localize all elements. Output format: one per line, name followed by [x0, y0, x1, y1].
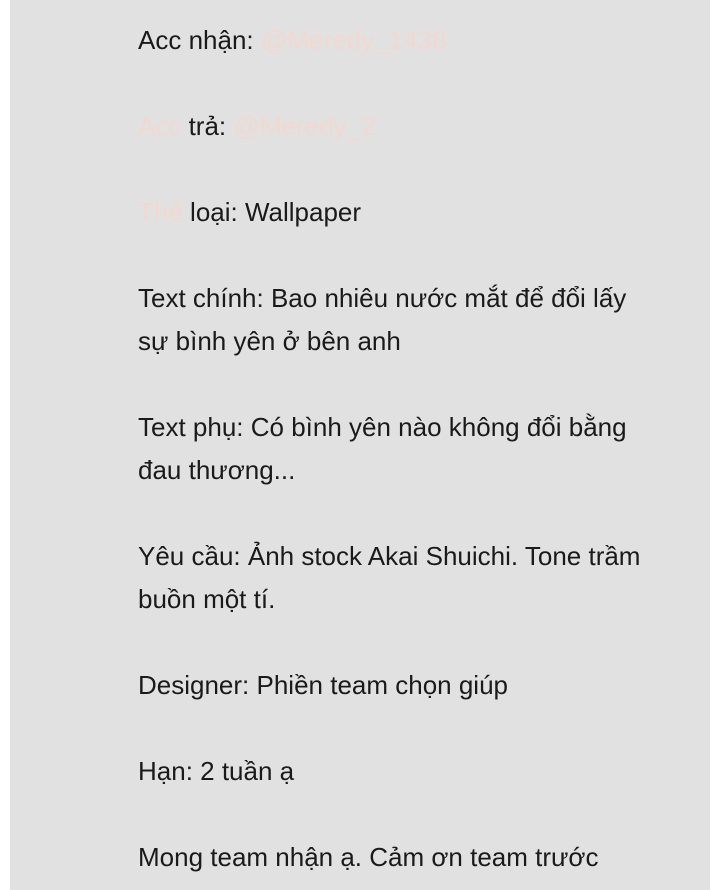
the-loai-label: loại: Wallpaper: [190, 197, 362, 227]
acc-nhan-line: [138, 19, 446, 62]
yeu-cau-line-1: Yêu cầu: Ảnh stock Akai Shuichi. Tone trầm: [138, 541, 641, 571]
acc-tra-label: trả:: [188, 111, 227, 141]
designer-line: Designer: Phiền team chọn giúp: [138, 670, 509, 700]
the-loai-line: [138, 191, 361, 234]
acc-tra-value: @Meredy_2: [233, 111, 376, 141]
the-loai-label-faint: Thể: [138, 197, 183, 227]
text-chinh-line-1: Text chính: Bao nhiêu nước mắt để đổi lấy: [138, 283, 627, 313]
acc-tra-label-faint: Acc: [138, 111, 182, 141]
yeu-cau-line-2: buồn một tí.: [138, 584, 276, 614]
text-phu-line-2: đau thương...: [138, 455, 296, 485]
text-phu-line-1: Text phụ: Có bình yên nào không đổi bằng: [138, 412, 627, 442]
text-chinh-line-2: sự bình yên ở bên anh: [138, 326, 401, 356]
acc-nhan-value: @Meredy_1438: [260, 25, 447, 55]
document-page: [10, 0, 710, 890]
closing-line: Mong team nhận ạ. Cảm ơn team trước: [138, 842, 599, 872]
acc-tra-line: [138, 105, 375, 148]
acc-nhan-label: Acc nhận:: [138, 25, 254, 55]
han-line: Hạn: 2 tuần ạ: [138, 756, 295, 786]
